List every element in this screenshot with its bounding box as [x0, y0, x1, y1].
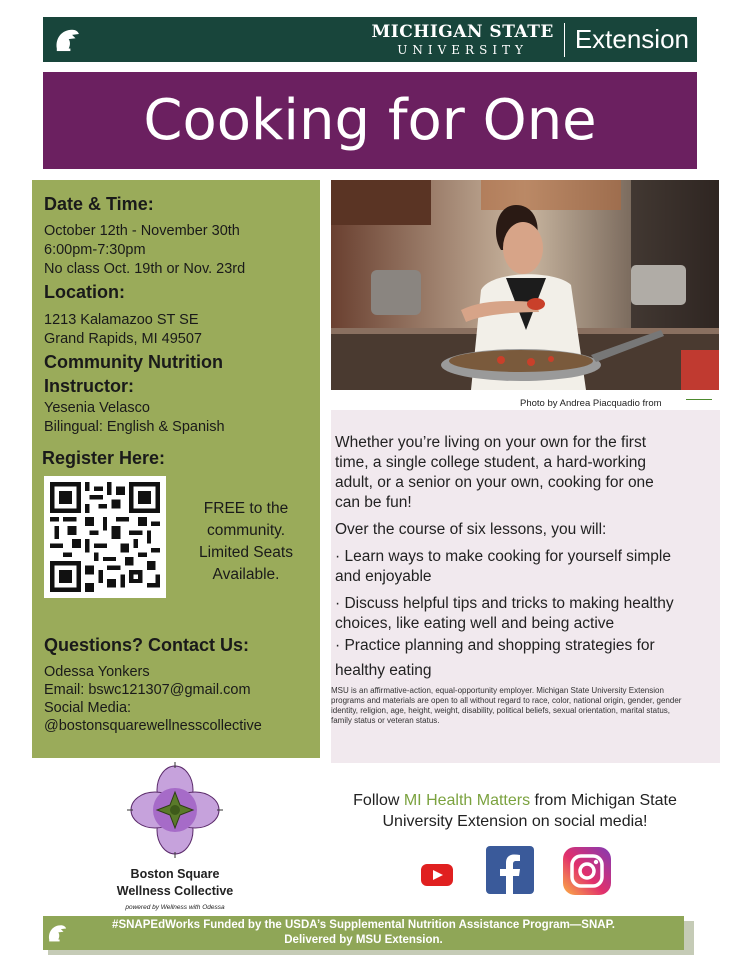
bullet1-line1: · Learn ways to make cooking for yourself simple	[335, 548, 671, 565]
intro-line4: can be fun!	[335, 494, 412, 511]
footer-line2: Delivered by MSU Extension.	[284, 934, 443, 946]
time-line: 6:00pm-7:30pm	[44, 242, 146, 258]
partner-name-line1: Boston Square	[130, 867, 220, 881]
disclaimer-line2: programs and materials are open to all without regard to race, color, national origin, gender, gender	[331, 696, 682, 705]
bullet3-line2: healthy eating	[335, 662, 432, 679]
follow-post: from Michigan State	[530, 792, 677, 809]
disclaimer-line4: family status or veteran status.	[331, 716, 440, 725]
partner-name	[100, 866, 250, 900]
contact-social-handle[interactable]: @bostonsquarewellnesscollective	[44, 718, 262, 734]
free-line2: community.	[206, 522, 286, 539]
partner-tagline: powered by Wellness with Odessa	[125, 904, 225, 911]
instructor-heading-line1: Community Nutrition	[44, 352, 223, 372]
bullet1-line2: and enjoyable	[335, 568, 432, 585]
social-follow-text	[325, 790, 705, 832]
free-line3: Limited Seats	[199, 544, 293, 561]
date-time-heading: Date & Time:	[44, 194, 154, 214]
instructor-name: Yesenia Velasco	[44, 400, 150, 416]
registration-qr-code[interactable]	[44, 476, 166, 598]
follow-line2: University Extension on social media!	[382, 813, 648, 830]
footer-line1: #SNAPEdWorks Funded by the USDA’s Supplemental Nutrition Assistance Program—SNAP.	[112, 919, 615, 931]
page-title: Cooking for One	[43, 72, 697, 169]
disclaimer-line1: MSU is an affirmative-action, equal-opportunity employer. Michigan State University Extension	[331, 686, 664, 695]
equal-opportunity-disclaimer	[331, 686, 719, 726]
intro-line3: adult, or a senior on your own, cooking for one	[335, 474, 654, 491]
free-line4: Available.	[212, 566, 280, 583]
event-details-panel	[32, 180, 320, 758]
bullet2-line1: · Discuss helpful tips and tricks to making healthy	[335, 595, 674, 612]
bullet2-line2: choices, like eating well and being active	[335, 615, 615, 632]
lessons-lead: Over the course of six lessons, you will:	[335, 521, 607, 538]
facebook-icon[interactable]	[486, 846, 534, 894]
youtube-icon[interactable]	[421, 864, 453, 886]
follow-brand[interactable]: MI Health Matters	[403, 792, 531, 809]
photo-credit-text: Photo by Andrea Piacquadio from	[520, 398, 662, 409]
qr-code-icon	[50, 482, 160, 592]
msu-wordmark-line2: UNIVERSITY	[397, 42, 528, 57]
contact-name: Odessa Yonkers	[44, 664, 150, 680]
spartan-helmet-icon	[44, 920, 70, 946]
extension-label: Extension	[574, 24, 689, 54]
contact-heading: Questions? Contact Us:	[44, 635, 250, 655]
date-line: October 12th - November 30th	[44, 223, 240, 239]
spartan-helmet-icon	[50, 23, 84, 57]
instagram-icon[interactable]	[563, 847, 611, 895]
disclaimer-line3: identity, religion, age, height, weight, disability, political beliefs, sexual orientation, marital status,	[331, 706, 670, 715]
partner-name-line2: Wellness Collective	[116, 884, 234, 898]
header-divider	[564, 23, 565, 57]
snap-ed-footer	[43, 916, 684, 950]
follow-pre: Follow	[353, 792, 404, 809]
msu-wordmark	[371, 21, 554, 57]
free-line1: FREE to the	[203, 500, 289, 517]
register-heading: Register Here:	[42, 448, 166, 468]
msu-extension-header	[43, 17, 697, 62]
instructor-language: Bilingual: English & Spanish	[44, 419, 225, 435]
contact-email[interactable]: Email: bswc121307@gmail.com	[44, 682, 251, 698]
contact-social-label: Social Media:	[44, 700, 132, 716]
location-heading: Location:	[44, 282, 125, 302]
mandala-flower-icon	[110, 762, 240, 872]
cooking-photo	[331, 180, 719, 390]
intro-line1: Whether you’re living on your own for the first	[335, 434, 646, 451]
address-line1: 1213 Kalamazoo ST SE	[44, 312, 199, 328]
intro-line2: time, a single college student, a hard-working	[335, 454, 647, 471]
no-class-line: No class Oct. 19th or Nov. 23rd	[44, 261, 246, 277]
address-line2: Grand Rapids, MI 49507	[44, 331, 202, 347]
msu-wordmark-line1: MICHIGAN STATE	[371, 21, 554, 42]
credit-rule	[686, 399, 712, 400]
woman-cooking-photo-icon	[331, 180, 719, 390]
follow-line1	[325, 790, 705, 811]
instructor-heading-line2: Instructor:	[44, 376, 134, 396]
free-notice	[186, 498, 306, 586]
program-description-panel	[331, 410, 720, 763]
bullet3-line1: · Practice planning and shopping strategies for	[335, 637, 655, 654]
